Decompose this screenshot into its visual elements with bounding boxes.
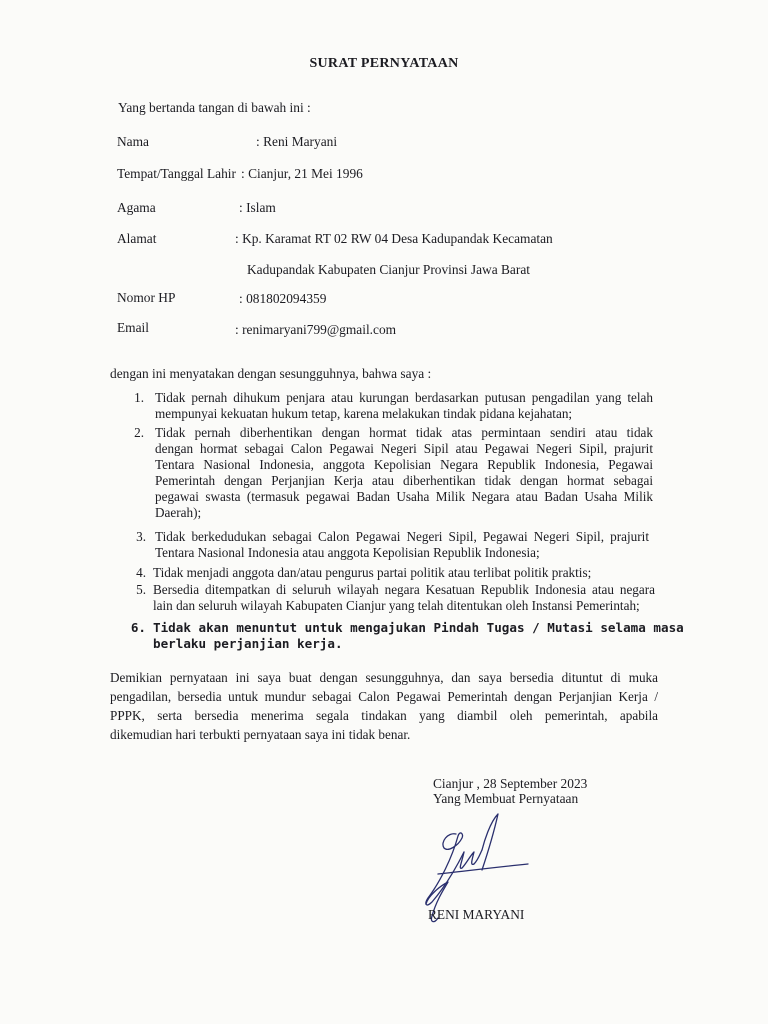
closing-paragraph xyxy=(110,668,658,744)
field-label-hp: Nomor HP xyxy=(117,290,176,305)
item-line: Tentara Nasional Indonesia, anggota Kepolisian Negara Republik Indonesia, Pegawai xyxy=(155,457,653,472)
field-label-alamat: Alamat xyxy=(117,231,157,246)
item-number: 4. xyxy=(136,565,146,580)
field-value-nama: : Reni Maryani xyxy=(256,134,338,149)
item-number: 5. xyxy=(136,582,146,597)
field-value-alamat-line1: : Kp. Karamat RT 02 RW 04 Desa Kadupandak Kecamatan xyxy=(235,231,553,246)
field-value-email: : renimaryani799@gmail.com xyxy=(235,322,397,337)
intro-text: Yang bertanda tangan di bawah ini : xyxy=(118,100,311,115)
item-line: Tidak menjadi anggota dan/atau pengurus partai politik atau terlibat politik praktis; xyxy=(153,565,592,580)
document-title: SURAT PERNYATAAN xyxy=(309,56,459,71)
signer-name: RENI MARYANI xyxy=(428,907,525,922)
closing-line: Demikian pernyataan ini saya buat dengan sesungguhnya, dan saya bersedia dituntut di muka xyxy=(110,670,658,685)
field-value-ttl: : Cianjur, 21 Mei 1996 xyxy=(241,166,363,181)
field-label-nama: Nama xyxy=(117,134,149,149)
item-line: Tentara Nasional Indonesia atau anggota Kepolisian Republik Indonesia; xyxy=(155,545,540,560)
item-line: Tidak pernah dihukum penjara atau kurungan berdasarkan putusan pengadilan yang telah xyxy=(155,390,653,405)
field-value-alamat-line2: Kadupandak Kabupaten Cianjur Provinsi Jawa Barat xyxy=(247,262,530,277)
item-line: Tidak pernah diberhentikan dengan hormat tidak atas permintaan sendiri atau tidak xyxy=(155,425,653,440)
closing-line: PPPK, serta bersedia menerima segala tindakan yang diambil oleh pemerintah, apabila xyxy=(110,708,658,723)
item-line: berlaku perjanjian kerja. xyxy=(153,636,343,651)
item-number: 2. xyxy=(134,425,144,440)
closing-line: pengadilan, bersedia untuk mundur sebagai Calon Pegawai Pemerintah dengan Perjanjian Kerja / xyxy=(110,689,658,704)
field-value-hp: : 081802094359 xyxy=(239,291,327,306)
item-line: mempunyai kekuatan hukum tetap, karena melakukan tindak pidana kejahatan; xyxy=(155,406,573,421)
signer-title: Yang Membuat Pernyataan xyxy=(433,791,579,806)
item-line: Daerah); xyxy=(155,505,202,520)
statement-intro: dengan ini menyatakan dengan sesungguhnya, bahwa saya : xyxy=(110,366,432,381)
item-line: Tidak akan menuntut untuk mengajukan Pindah Tugas / Mutasi selama masa xyxy=(153,620,684,635)
item-number: 6. xyxy=(130,620,146,635)
item-number: 1. xyxy=(134,390,144,405)
item-line: pegawai swasta (termasuk pegawai Badan Usaha Milik Negara atau Badan Usaha Milik xyxy=(155,489,653,504)
item-number: 3. xyxy=(136,529,146,544)
item-line: Bersedia ditempatkan di seluruh wilayah negara Kesatuan Republik Indonesia atau negara xyxy=(153,582,655,597)
field-label-ttl: Tempat/Tanggal Lahir xyxy=(117,166,236,181)
item-line: Tidak berkedudukan sebagai Calon Pegawai Negeri Sipil, Pegawai Negeri Sipil, prajurit xyxy=(155,529,649,544)
field-label-email: Email xyxy=(117,320,149,335)
place-date: Cianjur , 28 September 2023 xyxy=(433,776,588,791)
field-label-agama: Agama xyxy=(117,200,156,215)
closing-line: dikemudian hari terbukti pernyataan saya ini tidak benar. xyxy=(110,727,411,742)
item-line: Pemerintah dengan Perjanjian Kerja atau diberhentikan tidak dengan hormat sebagai xyxy=(155,473,653,488)
field-value-agama: : Islam xyxy=(239,200,276,215)
item-line: lain dan seluruh wilayah Kabupaten Cianjur yang telah ditentukan oleh Instansi Pemerintah; xyxy=(153,598,640,613)
item-line: dengan hormat sebagai Calon Pegawai Negeri Sipil atau Pegawai Negeri Sipil, prajurit xyxy=(155,441,653,456)
